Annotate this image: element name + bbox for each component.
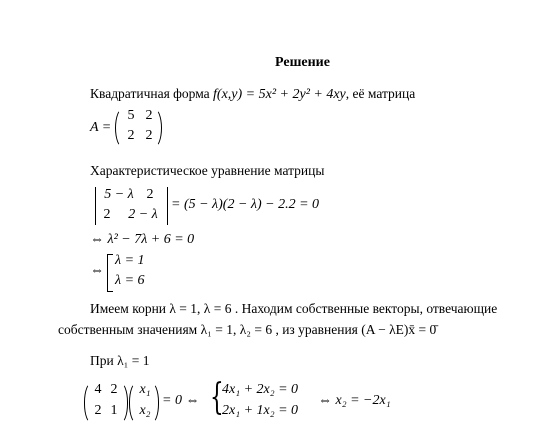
system-eq-zero: = 0 ⇔ <box>162 393 200 408</box>
quadratic-form-formula: f(x,y) = 5x² + 2y² + 4xy <box>213 87 346 102</box>
det-r2c2: 2 − λ <box>128 207 158 222</box>
roots-arrow: ⇔ <box>90 263 104 278</box>
system-matrix-r2c2: 1 <box>110 403 118 418</box>
roots-paragraph-line2: собственным значениям λ₁ = 1, λ₂ = 6 , из уравнения (A − λE)x̄ = 0̄ <box>58 322 437 337</box>
vector-right-paren <box>151 382 159 424</box>
matrix-a-right-paren <box>153 108 162 148</box>
matrix-a-r2c2: 2 <box>145 128 153 143</box>
det-right-bar <box>167 187 168 225</box>
system-brace: { <box>210 377 224 418</box>
roots-paragraph-line1: Имеем корни λ = 1, λ = 6 . Находим собственные векторы, отвечающие <box>90 301 498 316</box>
matrix-a-r1c1: 5 <box>127 108 135 123</box>
matrix-a-r2c1: 2 <box>127 128 135 143</box>
system-equation-2: 2x₁ + 1x₂ = 0 <box>222 403 299 418</box>
root-2: λ = 6 <box>115 273 145 288</box>
quadratic-form-line <box>90 86 415 103</box>
characteristic-equation-text: Характеристическое уравнение матрицы <box>90 163 325 178</box>
system-matrix-r2c1: 2 <box>94 403 102 418</box>
quadratic-form-suffix: , её матрица <box>345 86 416 101</box>
vector-x2: x₂ <box>139 403 151 418</box>
case-lambda-1: При λ₁ = 1 <box>90 353 150 368</box>
det-left-bar <box>95 187 96 225</box>
vector-left-paren <box>129 382 137 424</box>
det-r1c1: 5 − λ <box>104 187 134 202</box>
system-matrix-r1c1: 4 <box>94 382 102 397</box>
matrix-a-left-paren <box>115 108 124 148</box>
root-1: λ = 1 <box>115 253 145 268</box>
system-matrix-right-paren <box>119 382 128 424</box>
det-r1c2: 2 <box>146 187 154 202</box>
vector-x1: x₁ <box>139 382 151 397</box>
roots-bracket <box>107 254 113 292</box>
det-r2c1: 2 <box>103 207 111 222</box>
matrix-a-label: A = <box>90 120 112 135</box>
characteristic-polynomial: ⇔ λ² − 7λ + 6 = 0 <box>90 232 195 247</box>
quadratic-form-prefix: Квадратичная форма <box>90 86 210 101</box>
system-matrix-r1c2: 2 <box>110 382 118 397</box>
matrix-a-r1c2: 2 <box>145 108 153 123</box>
system-equation-1: 4x₁ + 2x₂ = 0 <box>222 382 299 397</box>
det-rhs: = (5 − λ)(2 − λ) − 2.2 = 0 <box>171 197 320 212</box>
system-result: ⇔ x₂ = −2x₁ <box>318 393 391 408</box>
solution-title: Решение <box>275 55 330 70</box>
